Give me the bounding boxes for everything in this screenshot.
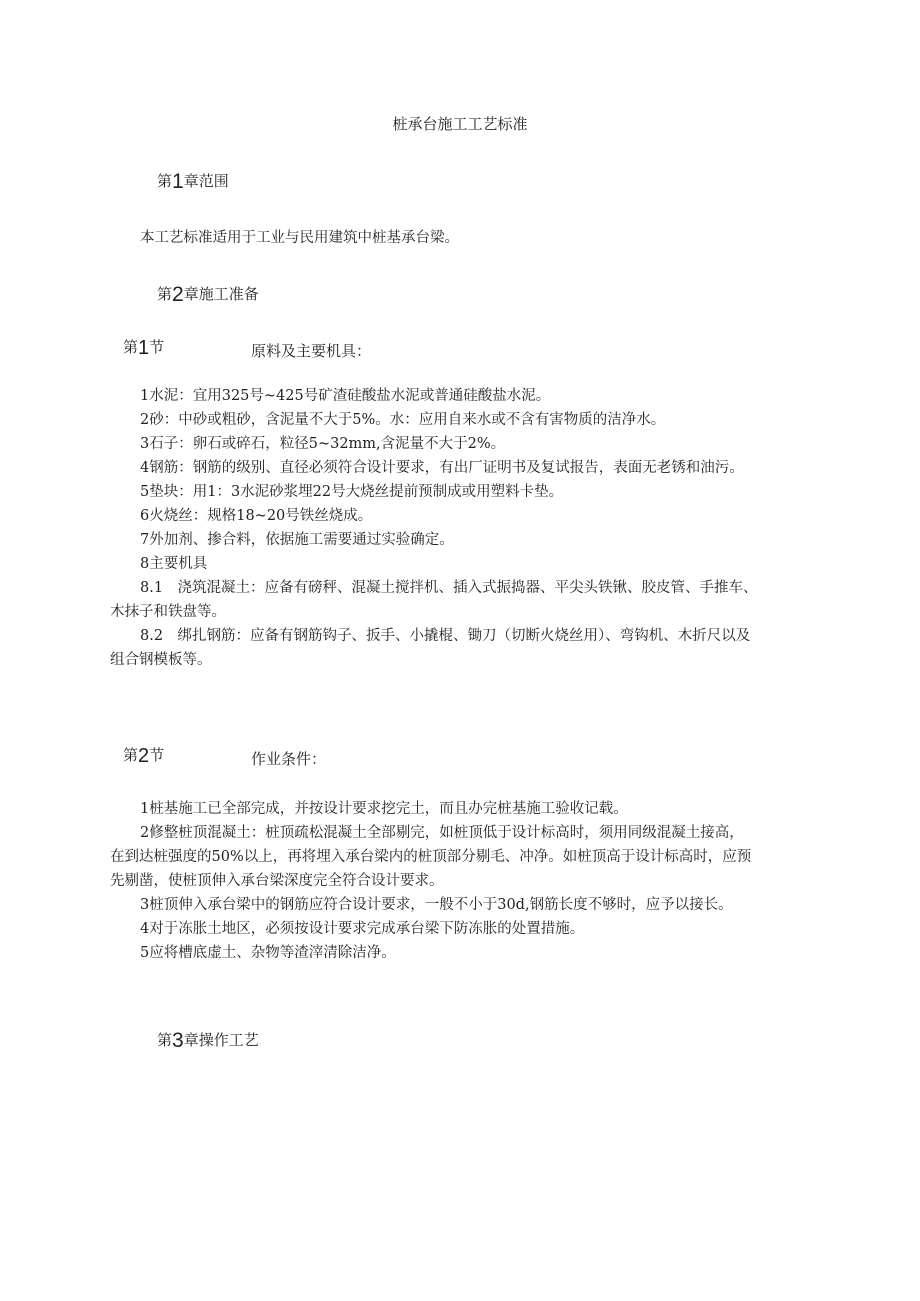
section-1-label: 原料及主要机具： <box>251 342 372 360</box>
sub-item-line: 组合钢模板等。 <box>110 652 212 668</box>
section-2-suffix: 节 <box>149 746 165 764</box>
chapter-2-heading <box>157 283 259 307</box>
list-item: 5垫块：用1：3水泥砂浆埋22号大烧丝提前预制成或用塑料卡垫。 <box>140 484 564 500</box>
chapter-3-heading <box>157 1029 259 1053</box>
list-item: 4钢筋：钢筋的级别、直径必须符合设计要求，有出厂证明书及复试报告，表面无老锈和油污。 <box>140 460 744 476</box>
chapter-2-prefix: 第 <box>157 285 173 303</box>
section-2-prefix: 第 <box>123 746 139 764</box>
list-item: 1水泥：宜用325号~425号矿渣硅酸盐水泥或普通硅酸盐水泥。 <box>140 388 551 404</box>
section-1-prefix: 第 <box>123 338 139 356</box>
chapter-1-title: 章范围 <box>183 172 229 190</box>
chapter-2-title: 章施工准备 <box>183 285 259 303</box>
list-item: 8主要机具 <box>140 556 208 572</box>
sub-item-line: 8.1 浇筑混凝土：应备有磅秤、混凝土搅拌机、插入式振捣器、平尖头铁锹、胶皮管、手推车、 <box>140 580 758 596</box>
list-item: 3石子：卵石或碎石，粒径5~32mm,含泥量不大于2%。 <box>140 436 506 452</box>
chapter-1-prefix: 第 <box>157 172 173 190</box>
chapter-1-heading <box>157 170 229 194</box>
chapter-3-title: 章操作工艺 <box>183 1031 259 1049</box>
document-title: 桩承台施工工艺标准 <box>392 115 528 133</box>
list-item-continuation: 在到达桩强度的50%以上，再将埋入承台梁内的桩顶部分剔毛、冲净。如桩顶高于设计标高时，应预 <box>110 849 752 865</box>
sub-item-line: 8.2 绑扎钢筋：应备有钢筋钩子、扳手、小撬棍、锄刀（切断火烧丝用）、弯钩机、木折尺以及 <box>140 628 751 644</box>
chapter-1-text: 本工艺标准适用于工业与民用建筑中桩基承台梁。 <box>140 230 459 246</box>
list-item-continuation: 先剔凿，使桩顶伸入承台梁深度完全符合设计要求。 <box>110 873 444 889</box>
chapter-3-prefix: 第 <box>157 1031 173 1049</box>
section-2-items <box>110 797 810 965</box>
section-2-label: 作业条件： <box>251 750 327 768</box>
section-1-items <box>110 384 810 672</box>
chapter-1-number: 1 <box>172 170 184 193</box>
list-item: 7外加剂、掺合料，依据施工需要通过实验确定。 <box>140 532 454 548</box>
list-item: 6火烧丝：规格18~20号铁丝烧成。 <box>140 508 373 524</box>
section-1-heading <box>123 336 164 360</box>
list-item: 2修整桩顶混凝土：桩顶疏松混凝土全部剔完，如桩顶低于设计标高时，须用同级混凝土接高， <box>140 825 744 841</box>
list-item: 3桩顶伸入承台梁中的钢筋应符合设计要求，一般不小于30d,钢筋长度不够时，应予以接长。 <box>140 897 733 913</box>
chapter-2-number: 2 <box>172 283 184 306</box>
sub-item-line: 木抹子和铁盘等。 <box>110 604 226 620</box>
section-1-suffix: 节 <box>149 338 165 356</box>
list-item: 1桩基施工已全部完成，并按设计要求挖完土，而且办完桩基施工验收记载。 <box>140 801 628 817</box>
section-2-heading <box>123 744 164 768</box>
chapter-3-number: 3 <box>172 1029 184 1052</box>
list-item: 5应将槽底虚土、杂物等渣滓清除洁净。 <box>140 945 396 961</box>
list-item: 4对于冻胀土地区，必须按设计要求完成承台梁下防冻胀的处置措施。 <box>140 921 585 937</box>
section-1-number: 1 <box>138 337 150 359</box>
list-item: 2砂：中砂或粗砂，含泥量不大于5%。水：应用自来水或不含有害物质的洁净水。 <box>140 412 666 428</box>
section-2-number: 2 <box>138 745 150 767</box>
